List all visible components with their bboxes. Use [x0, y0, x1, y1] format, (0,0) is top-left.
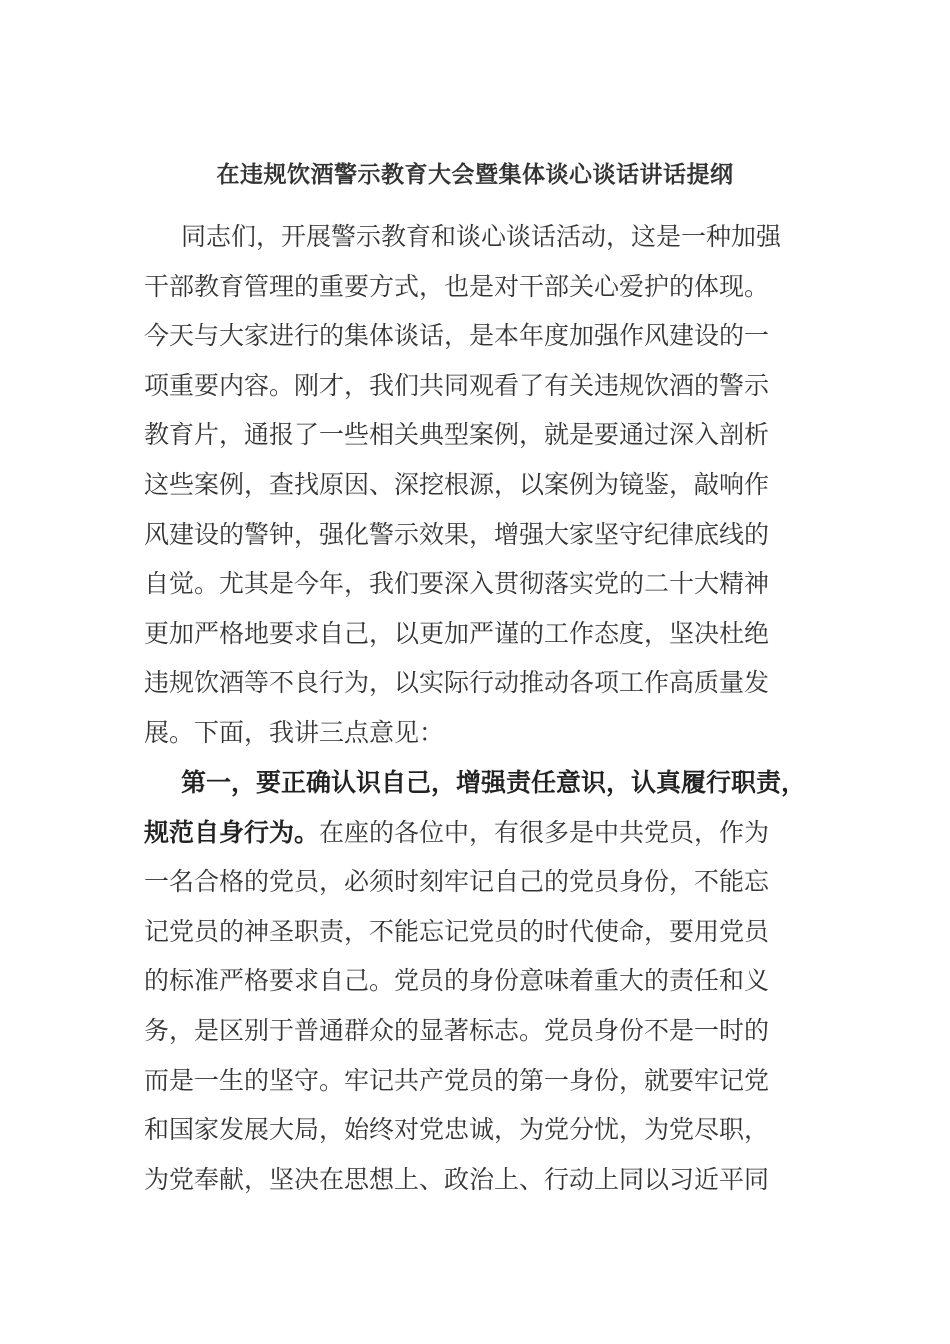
- paragraph-line: 展。下面，我讲三点意见：: [144, 717, 445, 747]
- paragraph-line: 一名合格的党员，必须时刻牢记自己的党员身份，不能忘: [144, 867, 770, 897]
- paragraph-text: 在座的各位中，有很多是中共党员，作为: [319, 817, 770, 847]
- paragraph-point-one: [144, 758, 814, 1204]
- paragraph-line: 务，是区别于普通群众的显著标志。党员身份不是一时的: [144, 1015, 770, 1045]
- paragraph-line: 而是一生的坚守。牢记共产党员的第一身份，就要牢记党: [144, 1065, 770, 1095]
- paragraph-line: 为党奉献，坚决在思想上、政治上、行动上同以习近平同: [144, 1164, 770, 1194]
- paragraph-line: 今天与大家进行的集体谈话，是本年度加强作风建设的一: [144, 321, 770, 351]
- paragraph-line: 项重要内容。刚才，我们共同观看了有关违规饮酒的警示: [144, 370, 770, 400]
- paragraph-line: 这些案例，查找原因、深挖根源，以案例为镜鉴，敲响作: [144, 469, 770, 499]
- paragraph-opening: [144, 212, 814, 758]
- section-heading-line: 第一，要正确认识自己，增强责任意识，认真履行职责，: [181, 768, 807, 797]
- paragraph-line: [144, 808, 814, 858]
- paragraph-line: 违规饮酒等不良行为，以实际行动推动各项工作高质量发: [144, 668, 770, 698]
- paragraph-line: 更加严格地要求自己，以更加严谨的工作态度，坚决杜绝: [144, 618, 770, 648]
- paragraph-line: 教育片，通报了一些相关典型案例，就是要通过深入剖析: [144, 420, 770, 450]
- section-heading-end: 规范自身行为。: [144, 817, 320, 847]
- paragraph-line: 和国家发展大局，始终对党忠诚，为党分忧，为党尽职，: [144, 1115, 770, 1145]
- paragraph-line: 风建设的警钟，强化警示效果，增强大家坚守纪律底线的: [144, 519, 770, 549]
- paragraph-line: 同志们，开展警示教育和谈心谈话活动，这是一种加强: [181, 222, 782, 251]
- paragraph-line: 记党员的神圣职责，不能忘记党员的时代使命，要用党员: [144, 916, 770, 946]
- paragraph-line: 的标准严格要求自己。党员的身份意味着重大的责任和义: [144, 966, 770, 996]
- document-title: 在违规饮酒警示教育大会暨集体谈心谈话讲话提纲: [216, 162, 734, 188]
- paragraph-line: 自觉。尤其是今年，我们要深入贯彻落实党的二十大精神: [144, 569, 770, 599]
- paragraph-line: 干部教育管理的重要方式，也是对干部关心爱护的体现。: [144, 271, 770, 301]
